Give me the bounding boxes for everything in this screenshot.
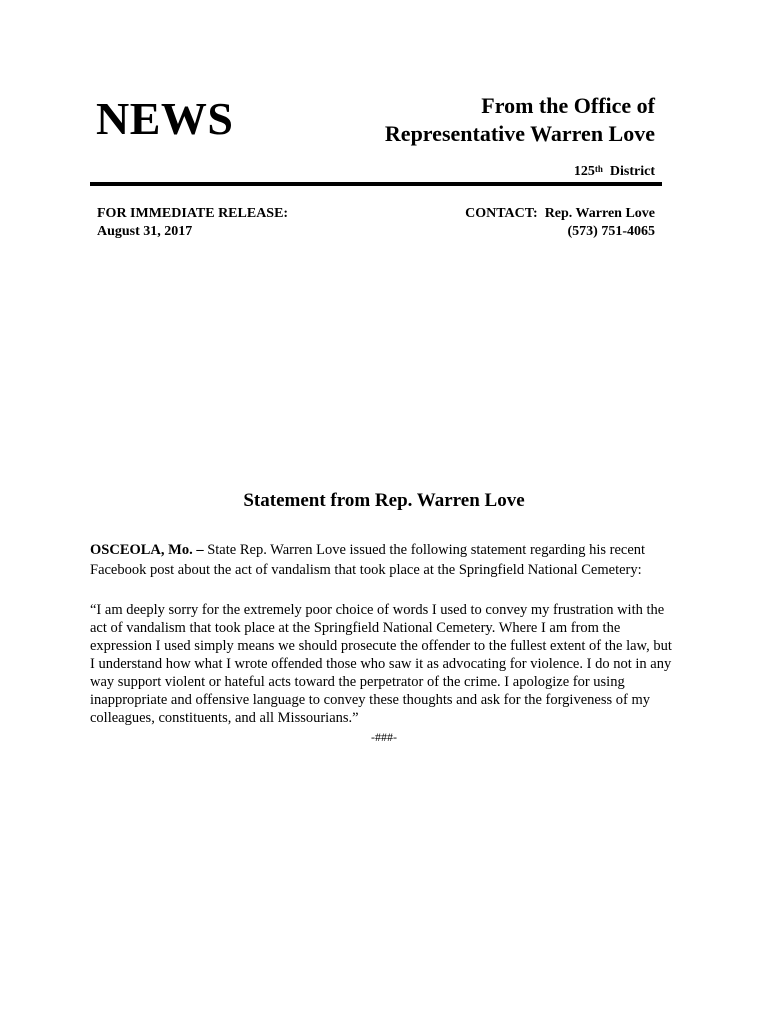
contact-name: Rep. Warren Love <box>544 206 655 221</box>
quote-paragraph: “I am deeply sorry for the extremely poor choice of words I used to convey my frustration with the act of vandalism that took place at the Springfield National Cemetery. Where I am from the expression I used simply means we should prosecute the offender to the fullest extent of the law, but I understand how what I wrote offended those who saw it as advocating for violence. I do not in any way support violent or hateful acts toward the perpetrator of the crime. I apologize for using inappropriate and offensive language to convey these thoughts and ask for the forgiveness of my colleagues, constituents, and all Missourians.” <box>90 602 672 726</box>
intro-text: State Rep. Warren Love issued the following statement regarding his recent Facebook post about the act of vandalism that took place at the Springfield National Cemetery: <box>90 542 646 578</box>
release-block <box>97 205 288 241</box>
contact-phone: (573) 751-4065 <box>567 224 655 239</box>
dateline-dash: . – <box>189 542 204 558</box>
office-line-2: Representative Warren Love <box>384 121 655 146</box>
news-heading: NEWS <box>96 93 234 144</box>
intro-paragraph <box>90 540 680 580</box>
contact-block <box>465 205 655 241</box>
district-number: 125 <box>573 164 595 179</box>
release-date: August 31, 2017 <box>97 224 193 239</box>
contact-label: CONTACT: <box>465 206 538 221</box>
header-divider <box>90 182 662 186</box>
district-label <box>574 163 655 181</box>
statement-title: Statement from Rep. Warren Love <box>243 490 525 511</box>
office-line-1: From the Office of <box>481 93 655 118</box>
contact-line <box>465 205 655 223</box>
release-label: FOR IMMEDIATE RELEASE: <box>97 206 289 221</box>
dateline: OSCEOLA, Mo <box>90 542 190 558</box>
office-heading <box>385 92 655 148</box>
district-suffix: th <box>594 164 603 174</box>
end-mark: -###- <box>371 730 397 744</box>
district-word: District <box>609 164 655 179</box>
